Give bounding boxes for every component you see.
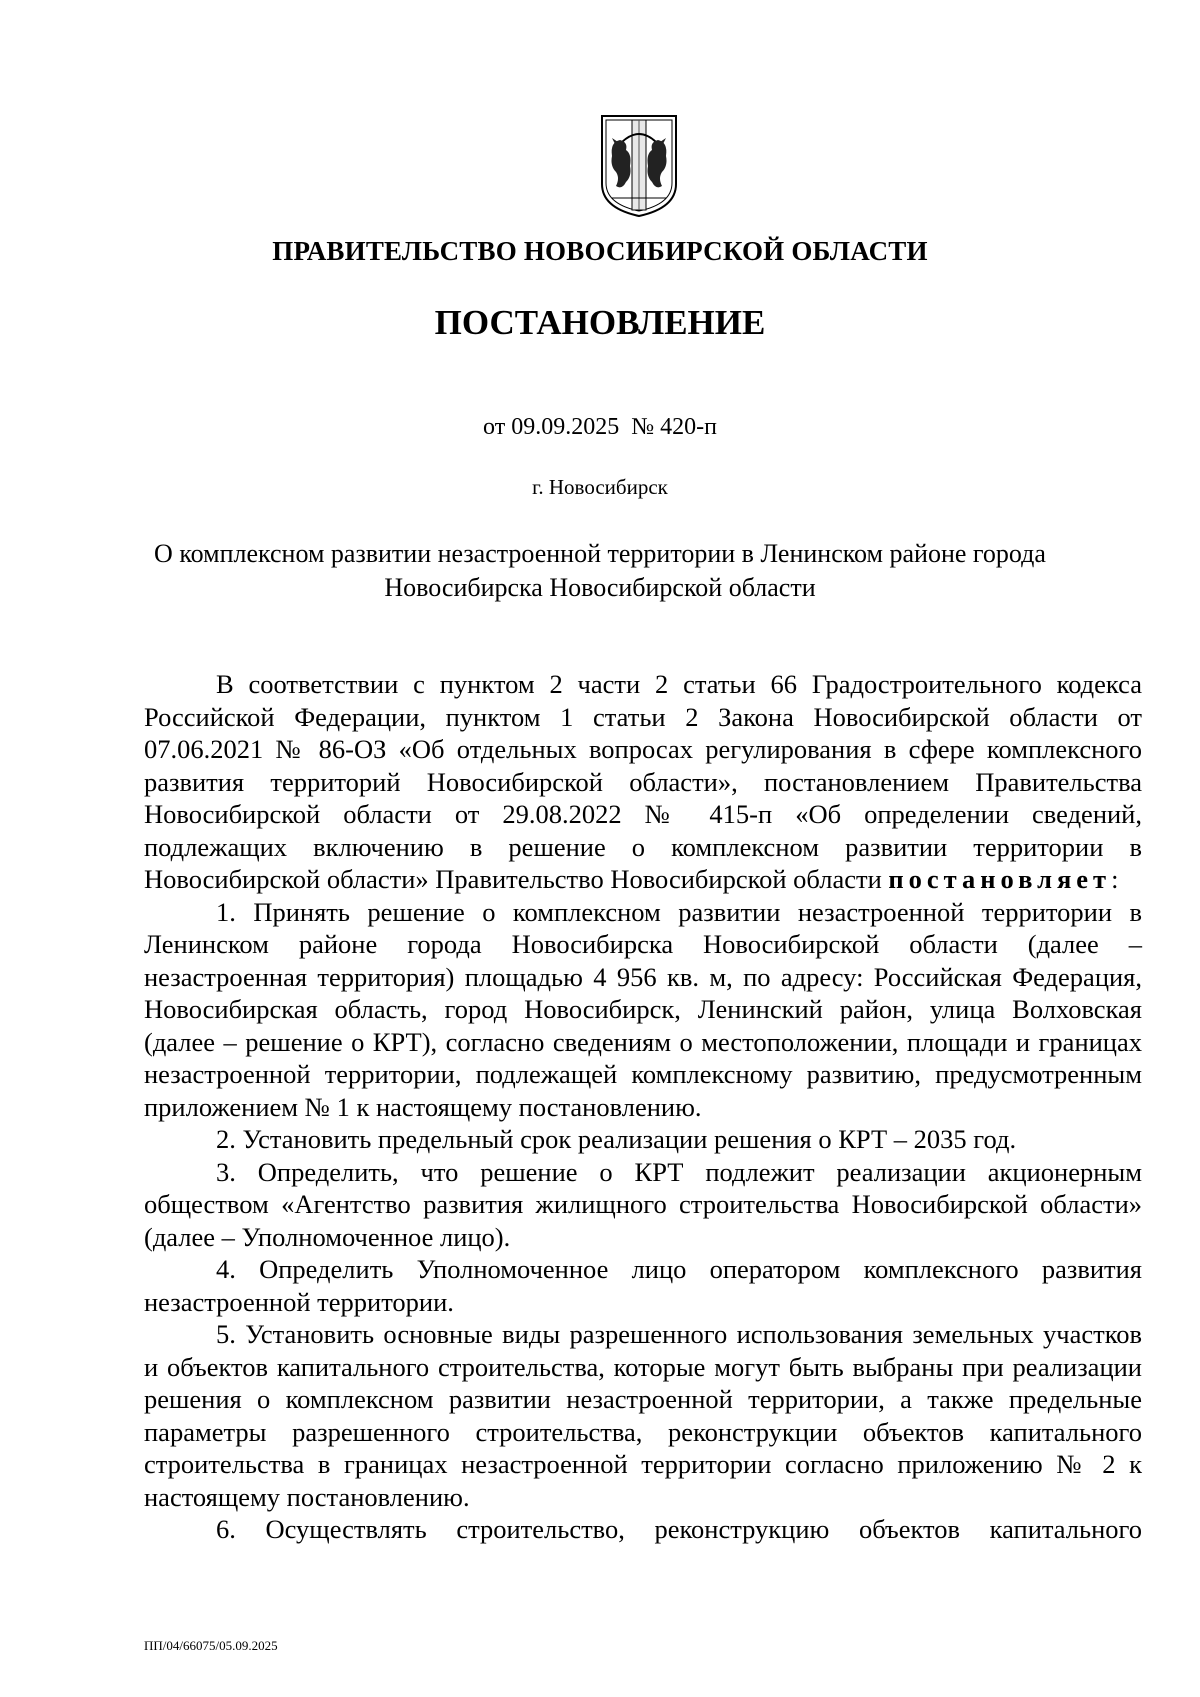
coat-of-arms-icon bbox=[598, 112, 680, 220]
list-item: 3. Определить, что решение о КРТ подлежит реализации акционерным обществом «Агентство развития жилищного строительства Новосибирской области» (далее – Уполномоченное лицо). bbox=[144, 1156, 1142, 1252]
preamble-text: В соответствии с пунктом 2 части 2 статьи 66 Градостроительного кодекса Российской Федерации, пунктом 1 статьи 2 Закона Новосибирской области от 07.06.2021 № 86-ОЗ «Об отдельных вопросах регулирования в сфере комплексного развития территорий Новосибирской области», постановлением Правительства Новосибирской области от 29.08.2022 № 415-п «Об определении сведений, подлежащих включению в решение о комплексном развитии территории в Новосибирской области» Правительство Новосибирской области bbox=[144, 669, 1142, 894]
resolves-colon: : bbox=[1111, 864, 1119, 894]
list-item: 2. Установить предельный срок реализации решения о КРТ – 2035 год. bbox=[216, 1124, 1017, 1154]
list-item: 5. Установить основные виды разрешенного использования земельных участков и объектов капитального строительства, которые могут быть выбраны при реализации решения о комплексном развитии незастроенной территории, а также предельные параметры разрешенного строительства, реконструкции объектов капитального строительства в границах незастроенной территории согласно приложению № 2 к настоящему постановлению. bbox=[144, 1319, 1142, 1512]
list-item: 6. Осуществлять строительство, реконструкцию объектов капитального bbox=[216, 1514, 1142, 1544]
document-subject: О комплексном развитии незастроенной территории в Ленинском районе города Новосибирска Новосибирской области bbox=[154, 539, 1046, 602]
list-item: 1. Принять решение о комплексном развитии незастроенной территории в Ленинском районе города Новосибирска Новосибирской области (далее – незастроенная территория) площадью 4 956 кв. м, по адресу: Российская Федерация, Новосибирская область, город Новосибирск, Ленинский район, улица Волховская (далее – решение о КРТ), согласно сведениям о местоположении, площади и границах незастроенной территории, подлежащей комплексному развитию, предусмотренным приложением № 1 к настоящему постановлению. bbox=[144, 896, 1142, 1122]
city-line: г. Новосибирск bbox=[532, 475, 668, 499]
list-item: 4. Определить Уполномоченное лицо оператором комплексного развития незастроенной территории. bbox=[144, 1254, 1142, 1317]
government-title: ПРАВИТЕЛЬСТВО НОВОСИБИРСКОЙ ОБЛАСТИ bbox=[272, 236, 928, 266]
registration-footer: ПП/04/66075/05.09.2025 bbox=[144, 1638, 278, 1653]
document-body bbox=[144, 668, 1142, 1546]
document-type-title: ПОСТАНОВЛЕНИЕ bbox=[434, 303, 766, 342]
resolves-word: постановляет bbox=[888, 864, 1112, 894]
preamble-paragraph bbox=[144, 668, 1142, 896]
date-and-number: от 09.09.2025 № 420-п bbox=[483, 414, 717, 440]
